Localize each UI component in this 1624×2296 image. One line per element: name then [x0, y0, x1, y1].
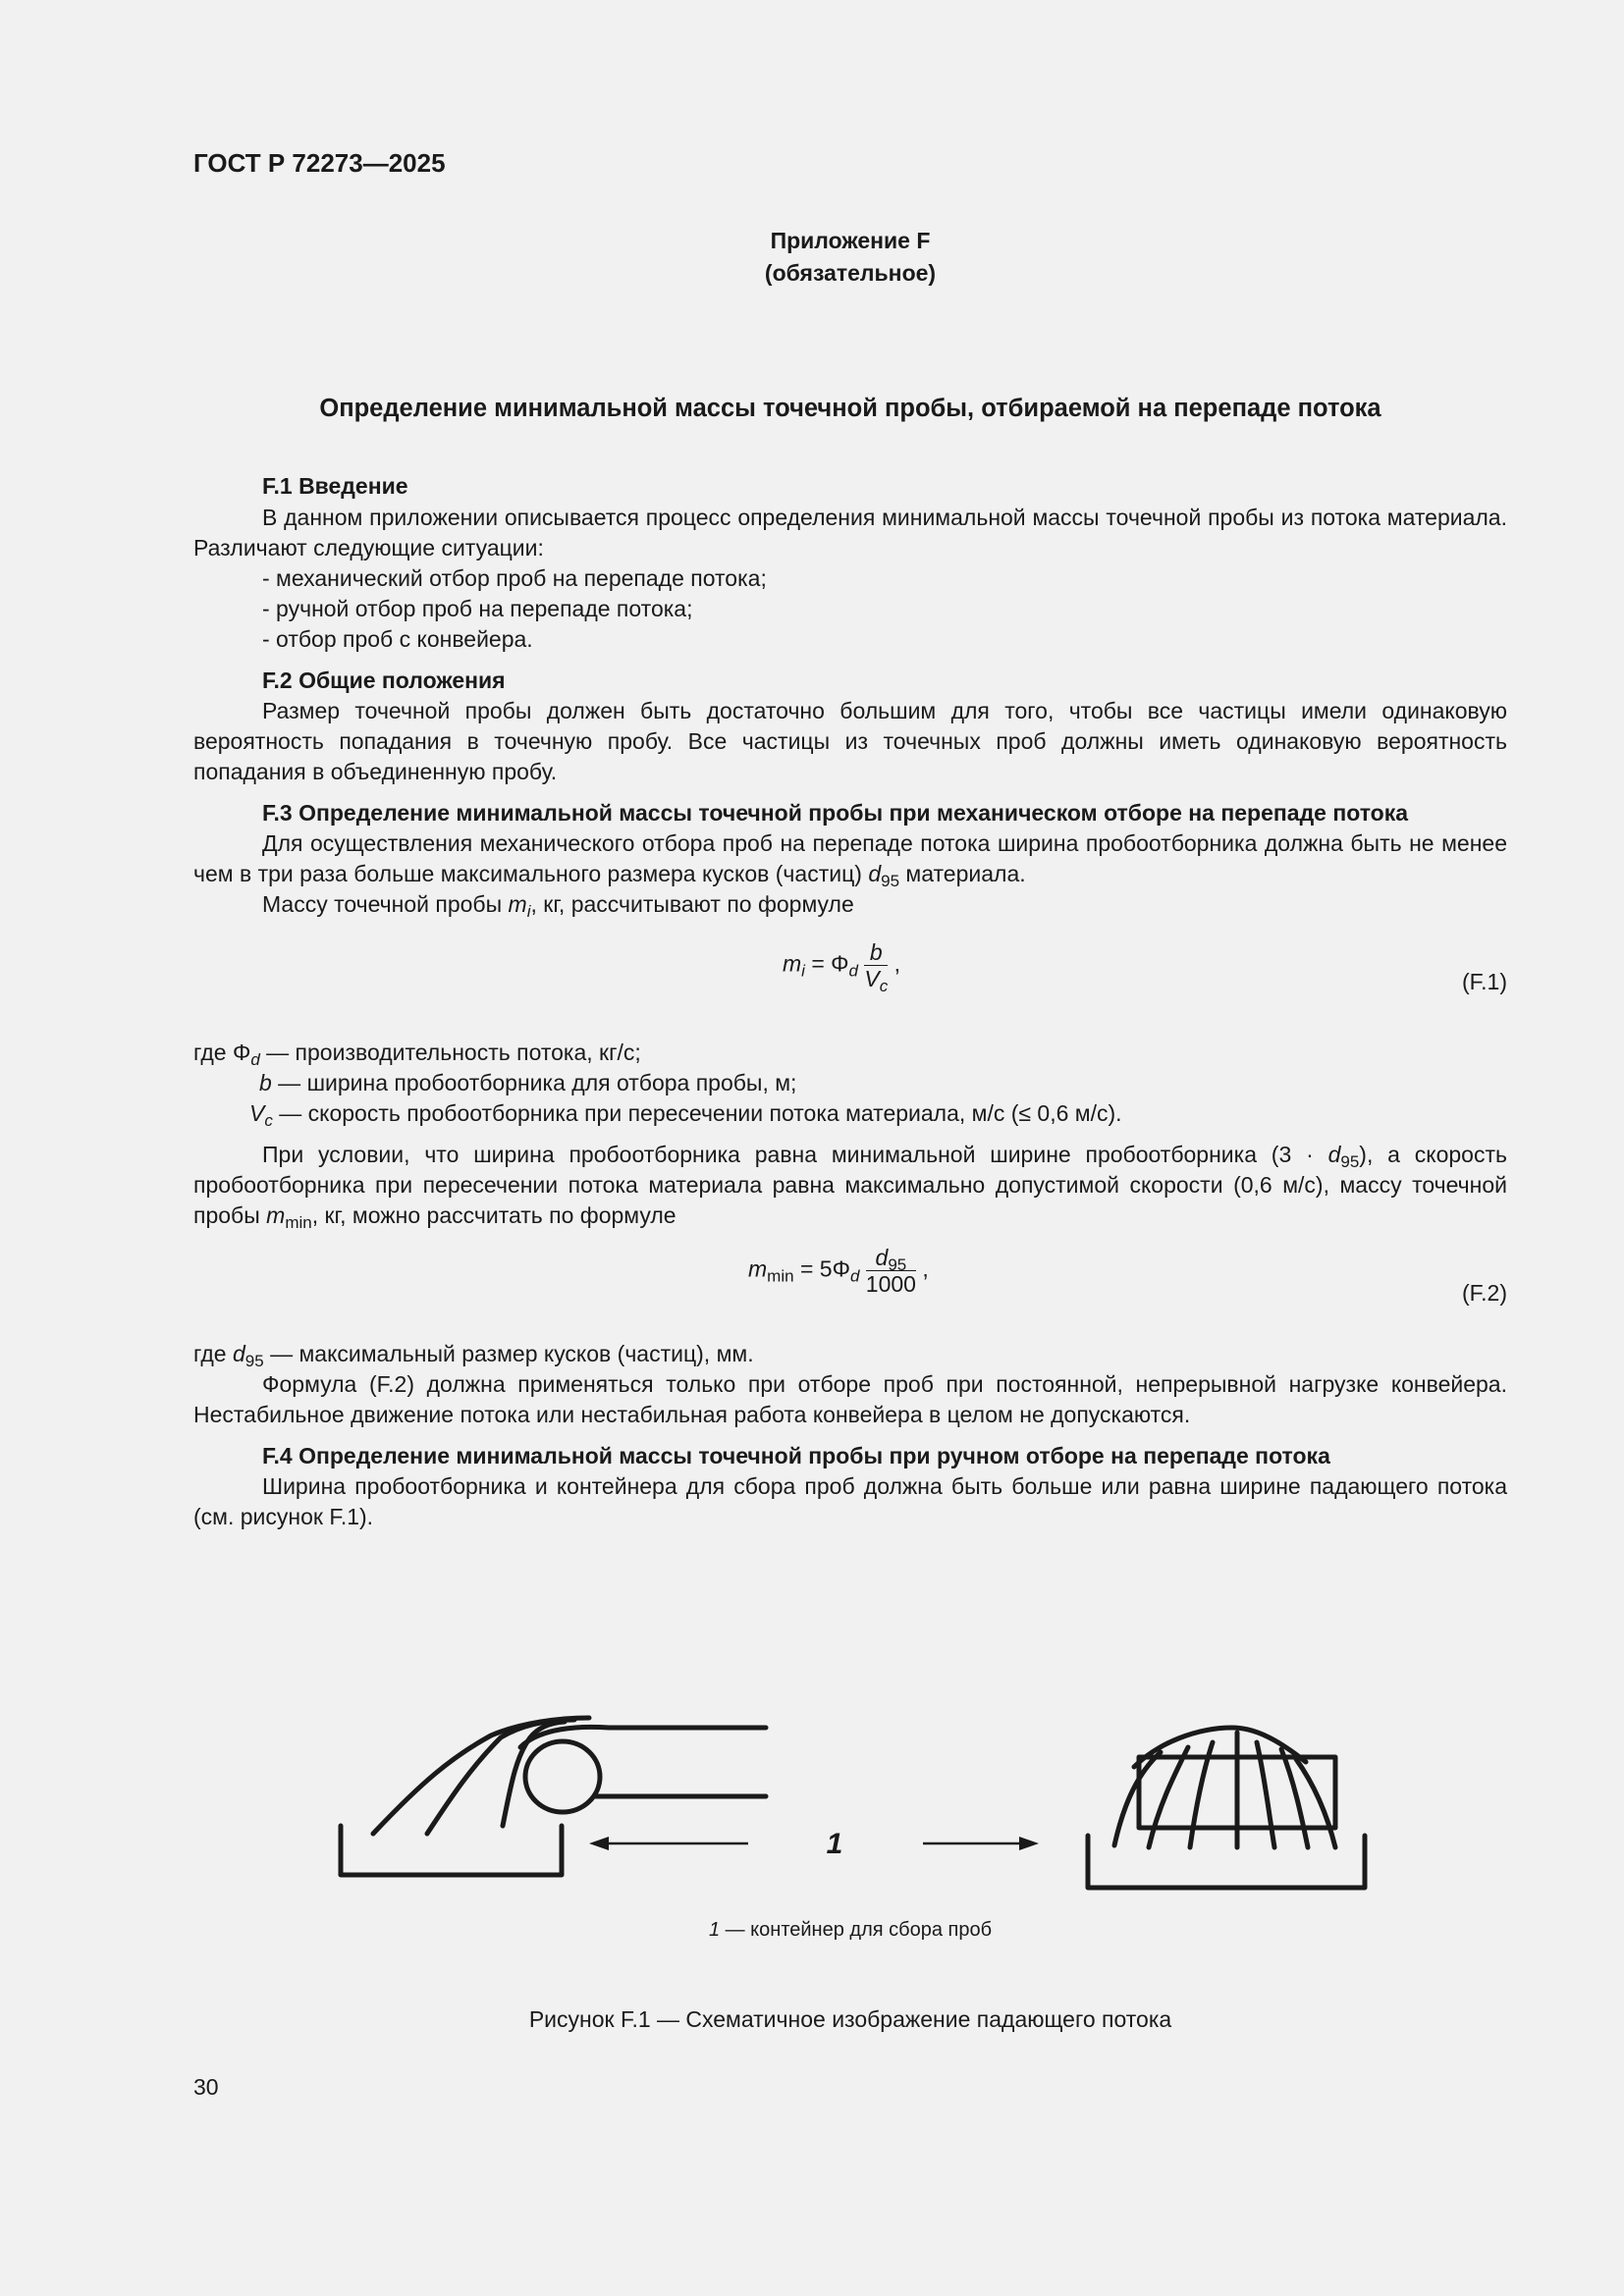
- figure-legend: 1 — контейнер для сбора проб: [708, 1919, 993, 1941]
- list-item: - ручной отбор проб на перепаде потока;: [262, 596, 693, 621]
- figure-caption: Рисунок F.1 — Схематичное изображение падающего потока: [528, 2006, 1172, 2032]
- paragraph: Размер точечной пробы должен быть достаточно большим для того, чтобы все частицы имели одинаковую вероятность попадания в точечную пробу. Все частицы из точечных проб должны иметь одинаковую вероятность попадания в объединенную пробу.: [193, 698, 1507, 784]
- formula-f2: [193, 1231, 1507, 1339]
- page-number: 30: [193, 2074, 219, 2100]
- paragraph: Для осуществления механического отбора проб на перепаде потока ширина пробоотборника должна быть не менее чем в три раза больше максимального размера кусков (частиц) $d_{95}$ материала.: [193, 830, 1507, 890]
- figure-label-1: 1: [826, 1828, 843, 1860]
- formula-legend: [193, 1038, 1507, 1129]
- formula-f1-expression: $m_i = \Phi_d$ $\frac{b}{V_c}$ ,: [783, 939, 900, 995]
- formula-legend: где $d_{95}$ — максимальный размер кусков (частиц), мм.: [193, 1341, 754, 1370]
- figure-falling-stream: [324, 1688, 1384, 1904]
- paragraph: Ширина пробоотборника и контейнера для сбора проб должна быть больше или равна ширине падающего потока (см. рисунок F.1).: [193, 1473, 1507, 1529]
- formula-f1: [193, 920, 1507, 1038]
- arrow-left-head: [589, 1837, 609, 1850]
- right-stream: [1281, 1749, 1308, 1847]
- paragraph: В данном приложении описывается процесс определения минимальной массы точечной пробы из потока материала. Различают следующие ситуации:: [193, 505, 1507, 561]
- legend-row: где $\Phi_d$ — производительность потока, кг/с;: [193, 1040, 641, 1069]
- left-stream: [427, 1720, 574, 1834]
- conveyor-belt: [520, 1727, 766, 1747]
- left-stream: [373, 1718, 589, 1834]
- heading-f4: F.4 Определение минимальной массы точечной пробы при ручном отборе на перепаде потока: [262, 1443, 1330, 1468]
- fraction-numerator: b: [869, 939, 883, 965]
- annex-title: Определение минимальной массы точечной пробы, отбираемой на перепаде потока: [319, 395, 1381, 422]
- legend-row: $V_c$ — скорость пробоотборника при пересечении потока материала, м/с (≤ 0,6 м/с).: [249, 1100, 1122, 1130]
- formula-number: (F.2): [1462, 1280, 1507, 1306]
- list-item: - отбор проб с конвейера.: [262, 626, 533, 652]
- annex-header: [193, 225, 1507, 290]
- right-stream: [1149, 1747, 1188, 1847]
- heading-f2: F.2 Общие положения: [262, 667, 506, 693]
- arrow-right-head: [1019, 1837, 1039, 1850]
- annex-label: Приложение F: [770, 228, 931, 253]
- document-body: [193, 471, 1507, 1532]
- paragraph: Формула (F.2) должна применяться только при отборе проб при постоянной, непрерывной нагрузке конвейера. Нестабильное движение потока или нестабильная работа конвейера в целом не допускаются.: [193, 1371, 1507, 1427]
- right-stream: [1296, 1759, 1335, 1847]
- paragraph: Массу точечной пробы $m_i$, кг, рассчитывают по формуле: [262, 891, 854, 921]
- document-id: ГОСТ Р 72273—2025: [193, 148, 446, 178]
- formula-number: (F.1): [1462, 969, 1507, 994]
- heading-f3: F.3 Определение минимальной массы точечной пробы при механическом отборе на перепаде потока: [262, 800, 1409, 826]
- legend-row: b — ширина пробоотборника для отбора пробы, м;: [259, 1070, 797, 1095]
- list-item: - механический отбор проб на перепаде потока;: [262, 565, 767, 591]
- heading-f1: F.1 Введение: [262, 473, 408, 499]
- conveyor-drum: [525, 1741, 600, 1812]
- paragraph: При условии, что ширина пробоотборника равна минимальной ширине пробоотборника $(3 \cdot d_{95})$, а скорость пробоотборника при пересечении потока материала равна максимально допустимой скорости (0,6 м/с), массу точечной пробы $m_{min}$, кг, можно рассчитать по формуле: [193, 1142, 1507, 1232]
- right-container: [1088, 1836, 1365, 1888]
- formula-f2-expression: $m_{min} = 5\Phi_d$ $\frac{d_{95}}{1000}$ ,: [748, 1245, 929, 1297]
- annex-status: (обязательное): [764, 260, 937, 286]
